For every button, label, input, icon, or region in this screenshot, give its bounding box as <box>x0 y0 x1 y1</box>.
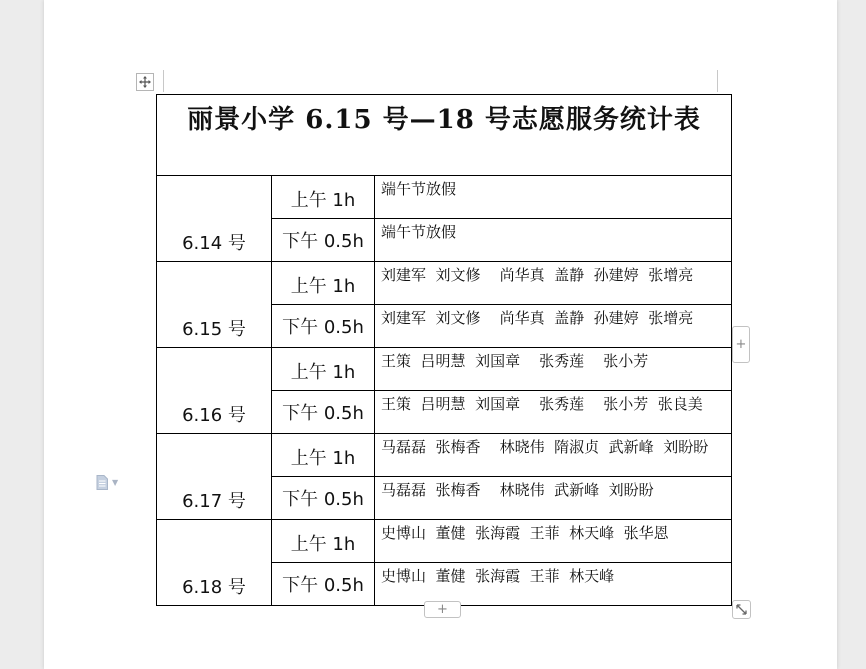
slot-cell-am[interactable]: 上午 1h <box>272 262 375 305</box>
date-cell[interactable]: 6.17 号 <box>157 434 272 520</box>
date-cell[interactable]: 6.14 号 <box>157 176 272 262</box>
names-cell[interactable]: 王策 吕明慧 刘国章 张秀莲 张小芳 张良美 <box>375 391 732 434</box>
plus-icon: + <box>735 337 747 352</box>
table-row <box>157 348 732 391</box>
names-cell[interactable]: 史博山 董健 张海霞 王菲 林天峰 <box>375 563 732 606</box>
move-arrows-icon <box>139 76 151 88</box>
resize-diagonal-icon <box>736 604 747 615</box>
names-cell[interactable]: 马磊磊 张梅香 林晓伟 隋淑贞 武新峰 刘盼盼 <box>375 434 732 477</box>
table-title[interactable]: 丽景小学 6.15 号—18 号志愿服务统计表 <box>157 95 732 176</box>
date-cell[interactable]: 6.18 号 <box>157 520 272 606</box>
chevron-down-icon: ▼ <box>112 477 119 487</box>
volunteer-stats-table[interactable] <box>156 94 732 606</box>
table-row <box>157 176 732 219</box>
table-resize-handle[interactable] <box>732 600 751 619</box>
names-cell[interactable]: 刘建军 刘文修 尚华真 盖静 孙建婷 张增亮 <box>375 305 732 348</box>
slot-cell-am[interactable]: 上午 1h <box>272 348 375 391</box>
names-cell[interactable]: 刘建军 刘文修 尚华真 盖静 孙建婷 张增亮 <box>375 262 732 305</box>
slot-cell-pm[interactable]: 下午 0.5h <box>272 477 375 520</box>
document-icon <box>96 475 108 490</box>
title-row <box>157 95 732 176</box>
margin-mark-left <box>163 70 164 92</box>
slot-cell-pm[interactable]: 下午 0.5h <box>272 219 375 262</box>
table-row <box>157 262 732 305</box>
table-row <box>157 434 732 477</box>
date-cell[interactable]: 6.16 号 <box>157 348 272 434</box>
names-cell[interactable]: 史博山 董健 张海霞 王菲 林天峰 张华恩 <box>375 520 732 563</box>
add-row-button[interactable] <box>424 601 461 618</box>
add-column-button[interactable] <box>732 326 750 363</box>
date-cell[interactable]: 6.15 号 <box>157 262 272 348</box>
names-cell[interactable]: 端午节放假 <box>375 219 732 262</box>
plus-icon: + <box>437 602 448 617</box>
slot-cell-pm[interactable]: 下午 0.5h <box>272 391 375 434</box>
table-row <box>157 520 732 563</box>
names-cell[interactable]: 端午节放假 <box>375 176 732 219</box>
names-cell[interactable]: 王策 吕明慧 刘国章 张秀莲 张小芳 <box>375 348 732 391</box>
slot-cell-pm[interactable]: 下午 0.5h <box>272 563 375 606</box>
side-document-button[interactable] <box>96 474 118 490</box>
slot-cell-am[interactable]: 上午 1h <box>272 520 375 563</box>
margin-mark-right <box>717 70 718 92</box>
slot-cell-am[interactable]: 上午 1h <box>272 434 375 477</box>
slot-cell-am[interactable]: 上午 1h <box>272 176 375 219</box>
slot-cell-pm[interactable]: 下午 0.5h <box>272 305 375 348</box>
table-move-handle[interactable] <box>136 73 154 91</box>
names-cell[interactable]: 马磊磊 张梅香 林晓伟 武新峰 刘盼盼 <box>375 477 732 520</box>
